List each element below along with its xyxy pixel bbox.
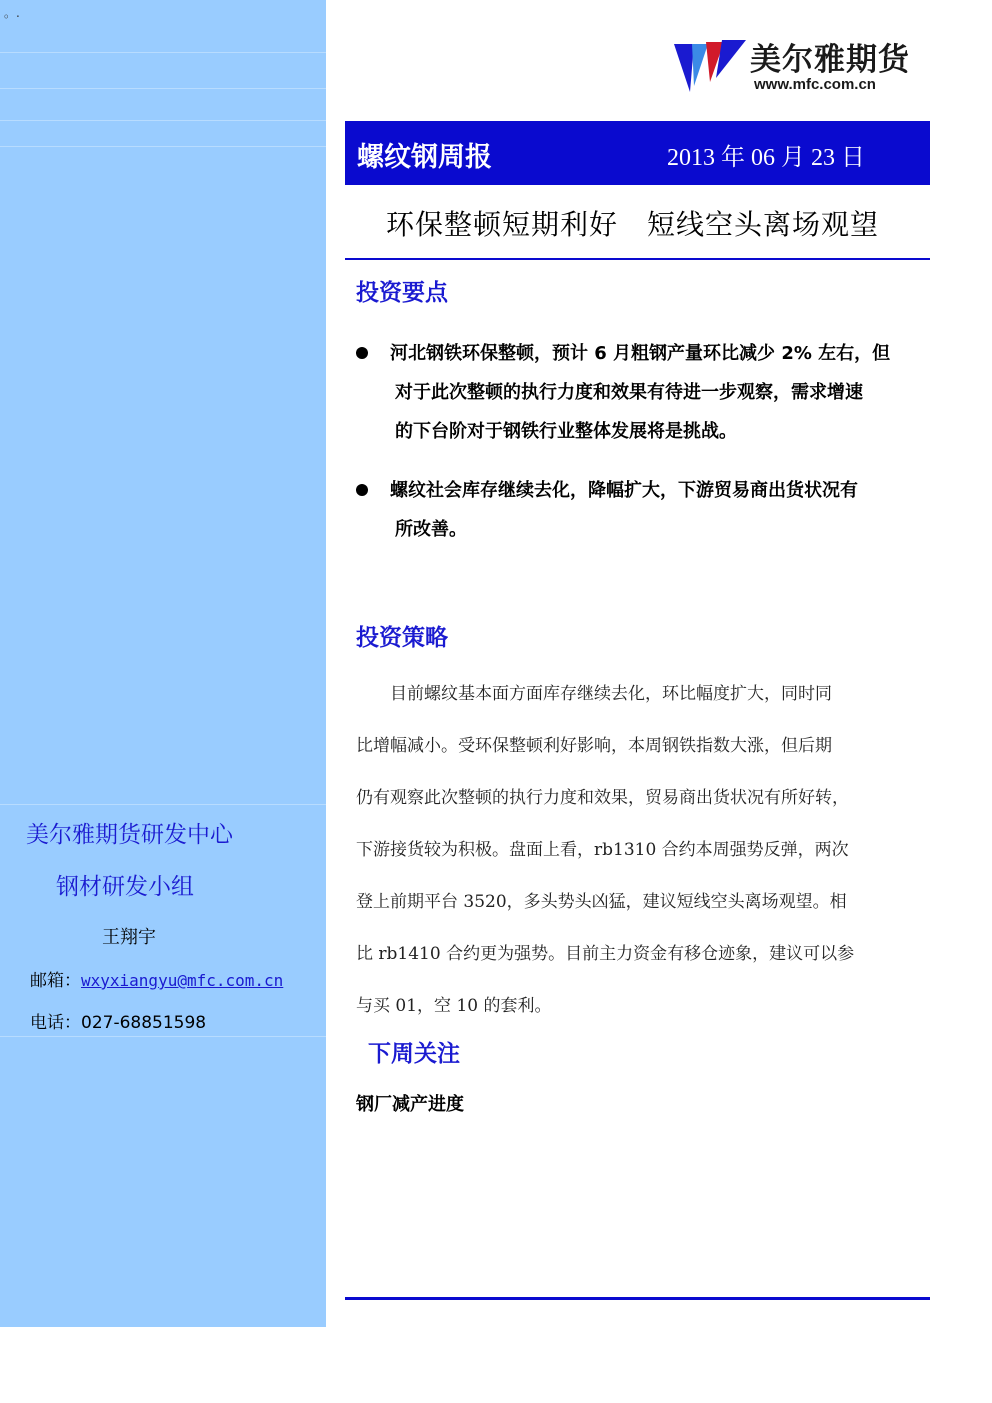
bullet-icon bbox=[356, 484, 368, 496]
email-row bbox=[30, 966, 283, 991]
strategy-paragraph bbox=[356, 668, 922, 1032]
phone-row bbox=[30, 1008, 206, 1033]
strategy-line: 下游接货较为积极。盘面上看，rb1310 合约本周强势反弹，两次 bbox=[356, 840, 849, 860]
key-point-item bbox=[356, 471, 926, 551]
footer-rule bbox=[345, 1297, 930, 1300]
headline-rule bbox=[345, 258, 930, 260]
research-group-name: 钢材研发小组 bbox=[56, 874, 194, 900]
key-point-line: 对于此次整顿的执行力度和效果有待进一步观察，需求增速 bbox=[395, 382, 863, 403]
phone-number: 027-68851598 bbox=[81, 1013, 207, 1033]
corner-mark: 。. bbox=[4, 6, 20, 20]
logo-mark-icon bbox=[672, 38, 748, 94]
logo-name: 美尔雅期货 bbox=[750, 42, 910, 78]
key-point-item bbox=[356, 334, 926, 454]
report-banner bbox=[345, 121, 930, 185]
sidebar-divider bbox=[0, 120, 326, 121]
key-point-line: 所改善。 bbox=[395, 519, 467, 540]
report-date: 2013 年 06 月 23 日 bbox=[667, 145, 865, 171]
sidebar-divider bbox=[0, 52, 326, 53]
strategy-line: 仍有观察此次整顿的执行力度和效果，贸易商出货状况有所好转， bbox=[356, 788, 849, 808]
key-point-line: 河北钢铁环保整顿，预计 6 月粗钢产量环比减少 2% 左右，但 bbox=[390, 343, 891, 364]
logo-url: www.mfc.com.cn bbox=[754, 76, 876, 93]
section-title-next-week-focus: 下周关注 bbox=[368, 1041, 460, 1067]
bullet-icon bbox=[356, 347, 368, 359]
author-name: 王翔宇 bbox=[102, 927, 156, 948]
strategy-line: 与买 01，空 10 的套利。 bbox=[356, 996, 552, 1016]
section-title-strategy: 投资策略 bbox=[356, 625, 448, 651]
sidebar-divider bbox=[0, 146, 326, 147]
sidebar-divider bbox=[0, 88, 326, 89]
sidebar-divider bbox=[0, 804, 326, 805]
key-point-line: 的下台阶对于钢铁行业整体发展将是挑战。 bbox=[395, 421, 737, 442]
research-center-name: 美尔雅期货研发中心 bbox=[26, 822, 233, 848]
sidebar-panel bbox=[0, 0, 326, 1327]
strategy-line: 比 rb1410 合约更为强势。目前主力资金有移仓迹象，建议可以参 bbox=[356, 944, 855, 964]
strategy-line: 登上前期平台 3520，多头势头凶猛，建议短线空头离场观望。相 bbox=[356, 892, 847, 912]
email-link[interactable]: wxyxiangyu@mfc.com.cn bbox=[81, 971, 284, 990]
phone-label: 电话： bbox=[30, 1013, 81, 1033]
key-point-line: 螺纹社会库存继续去化，降幅扩大，下游贸易商出货状况有 bbox=[390, 480, 858, 501]
focus-item: 钢厂减产进度 bbox=[356, 1094, 464, 1115]
email-label: 邮箱： bbox=[30, 971, 81, 991]
company-logo bbox=[672, 32, 932, 96]
strategy-line: 目前螺纹基本面方面库存继续去化，环比幅度扩大，同时同 bbox=[356, 684, 832, 704]
report-title: 螺纹钢周报 bbox=[357, 142, 492, 173]
sidebar-divider bbox=[0, 1036, 326, 1037]
section-title-key-points: 投资要点 bbox=[356, 280, 448, 306]
strategy-line: 比增幅减小。受环保整顿利好影响，本周钢铁指数大涨，但后期 bbox=[356, 736, 832, 756]
headline: 环保整顿短期利好 短线空头离场观望 bbox=[386, 208, 880, 241]
